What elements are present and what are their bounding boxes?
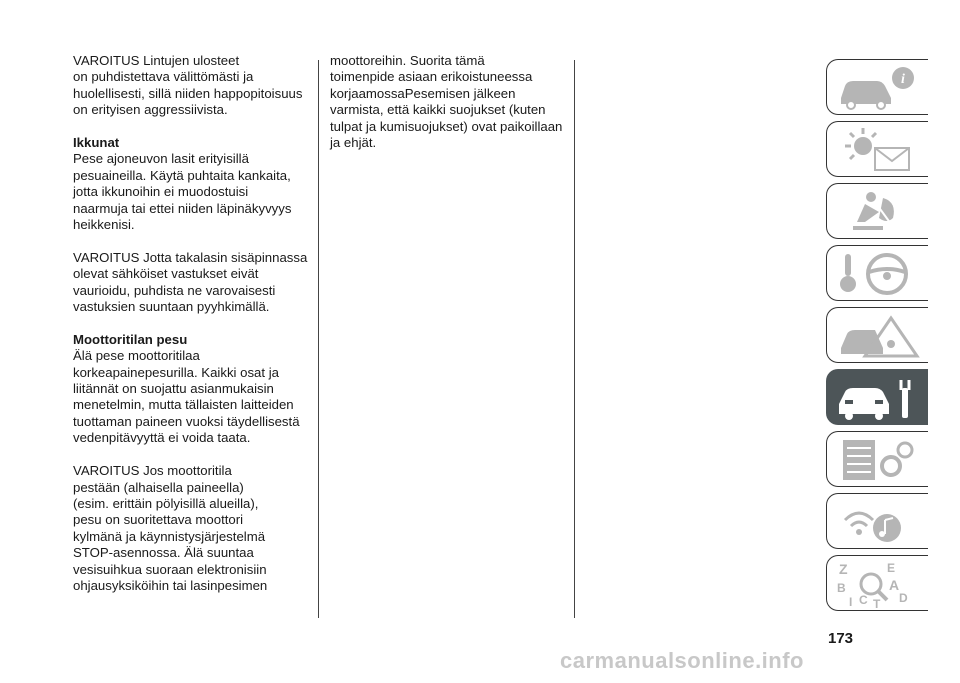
emergency-icon bbox=[835, 312, 921, 360]
tab-car-info[interactable] bbox=[826, 59, 928, 115]
tab-warning-lights[interactable] bbox=[826, 121, 928, 177]
tab-starting-driving[interactable] bbox=[826, 245, 928, 301]
heading-engine-wash: Moottoritilan pesu bbox=[73, 331, 188, 347]
text-column-left bbox=[73, 53, 311, 611]
warning-engine-wash: VAROITUS Jos moottoritila pestään (alhaisella paineella) (esim. erittäin pölyisillä alueilla), pesu on suoritettava moottori kylmänä ja käynnistysjärjestelmä STOP-asennossa. Älä suuntaa vesisuihkua suoraan elektronisiin ohjausyksiköihin tai lasinpesimen bbox=[73, 463, 268, 593]
tab-car-maintenance[interactable] bbox=[826, 369, 928, 425]
tab-index[interactable] bbox=[826, 555, 928, 611]
multimedia-icon bbox=[835, 498, 921, 546]
car-maintenance-icon bbox=[835, 374, 921, 422]
svg-text:A: A bbox=[889, 577, 900, 593]
heading-windows: Ikkunat bbox=[73, 135, 120, 151]
page-number: 173 bbox=[828, 630, 854, 647]
car-info-icon bbox=[835, 64, 921, 112]
tab-emergency[interactable] bbox=[826, 307, 928, 363]
text-column-right bbox=[330, 53, 568, 168]
svg-text:Z: Z bbox=[839, 561, 848, 577]
engine-wash-paragraph: Älä pese moottoritilaa korkeapainepesurilla. Kaikki osat ja liitännät on suojattu asianmukaisin menetelmin, mutta tällaisten laitteiden tuottaman paineen vuoksi täydellisestä vedenpitävyyttä ei voida taata. bbox=[73, 348, 300, 446]
warning-rear-window: VAROITUS Jotta takalasin sisäpinnassa olevat sähköiset vastukset eivät vaurioidu, puhdista ne varovaisesti vastuksien suuntaan pyyhkimällä. bbox=[73, 249, 308, 315]
column-divider-2 bbox=[574, 60, 575, 618]
windows-paragraph: Pese ajoneuvon lasit erityisillä pesuaineilla. Käytä puhtaita kankaita, jotta ikkunoihin ei muodostuisi naarmuja tai ettei niiden läpinäkyvyys heikkenisi. bbox=[73, 151, 292, 233]
tab-technical-data[interactable] bbox=[826, 431, 928, 487]
svg-text:C: C bbox=[859, 593, 868, 607]
warning-lights-icon bbox=[835, 126, 921, 174]
svg-text:T: T bbox=[873, 597, 881, 608]
warning-bird-droppings: VAROITUS Lintujen ulosteet on puhdistettava välittömästi ja huolellisesti, sillä niiden happopitoisuus on erityisen aggressiivista. bbox=[73, 53, 303, 118]
safety-airbag-icon bbox=[835, 188, 921, 236]
svg-text:B: B bbox=[837, 581, 846, 595]
watermark: carmanualsonline.info bbox=[560, 648, 804, 673]
svg-text:D: D bbox=[899, 591, 908, 605]
starting-driving-icon bbox=[835, 250, 921, 298]
column-divider-1 bbox=[318, 60, 319, 618]
svg-text:i: i bbox=[901, 72, 905, 87]
tab-safety[interactable] bbox=[826, 183, 928, 239]
technical-data-icon bbox=[835, 436, 921, 484]
svg-text:I: I bbox=[849, 595, 853, 608]
svg-text:E: E bbox=[887, 561, 896, 575]
tab-multimedia[interactable] bbox=[826, 493, 928, 549]
index-icon bbox=[835, 560, 921, 608]
warning-continued: moottoreihin. Suorita tämä toimenpide asiaan erikoistuneessa korjaamossaPesemisen jälkeen varmista, että kaikki suojukset (kuten tulpat ja kumisuojukset) ovat paikoillaan ja ehjät. bbox=[330, 53, 563, 151]
